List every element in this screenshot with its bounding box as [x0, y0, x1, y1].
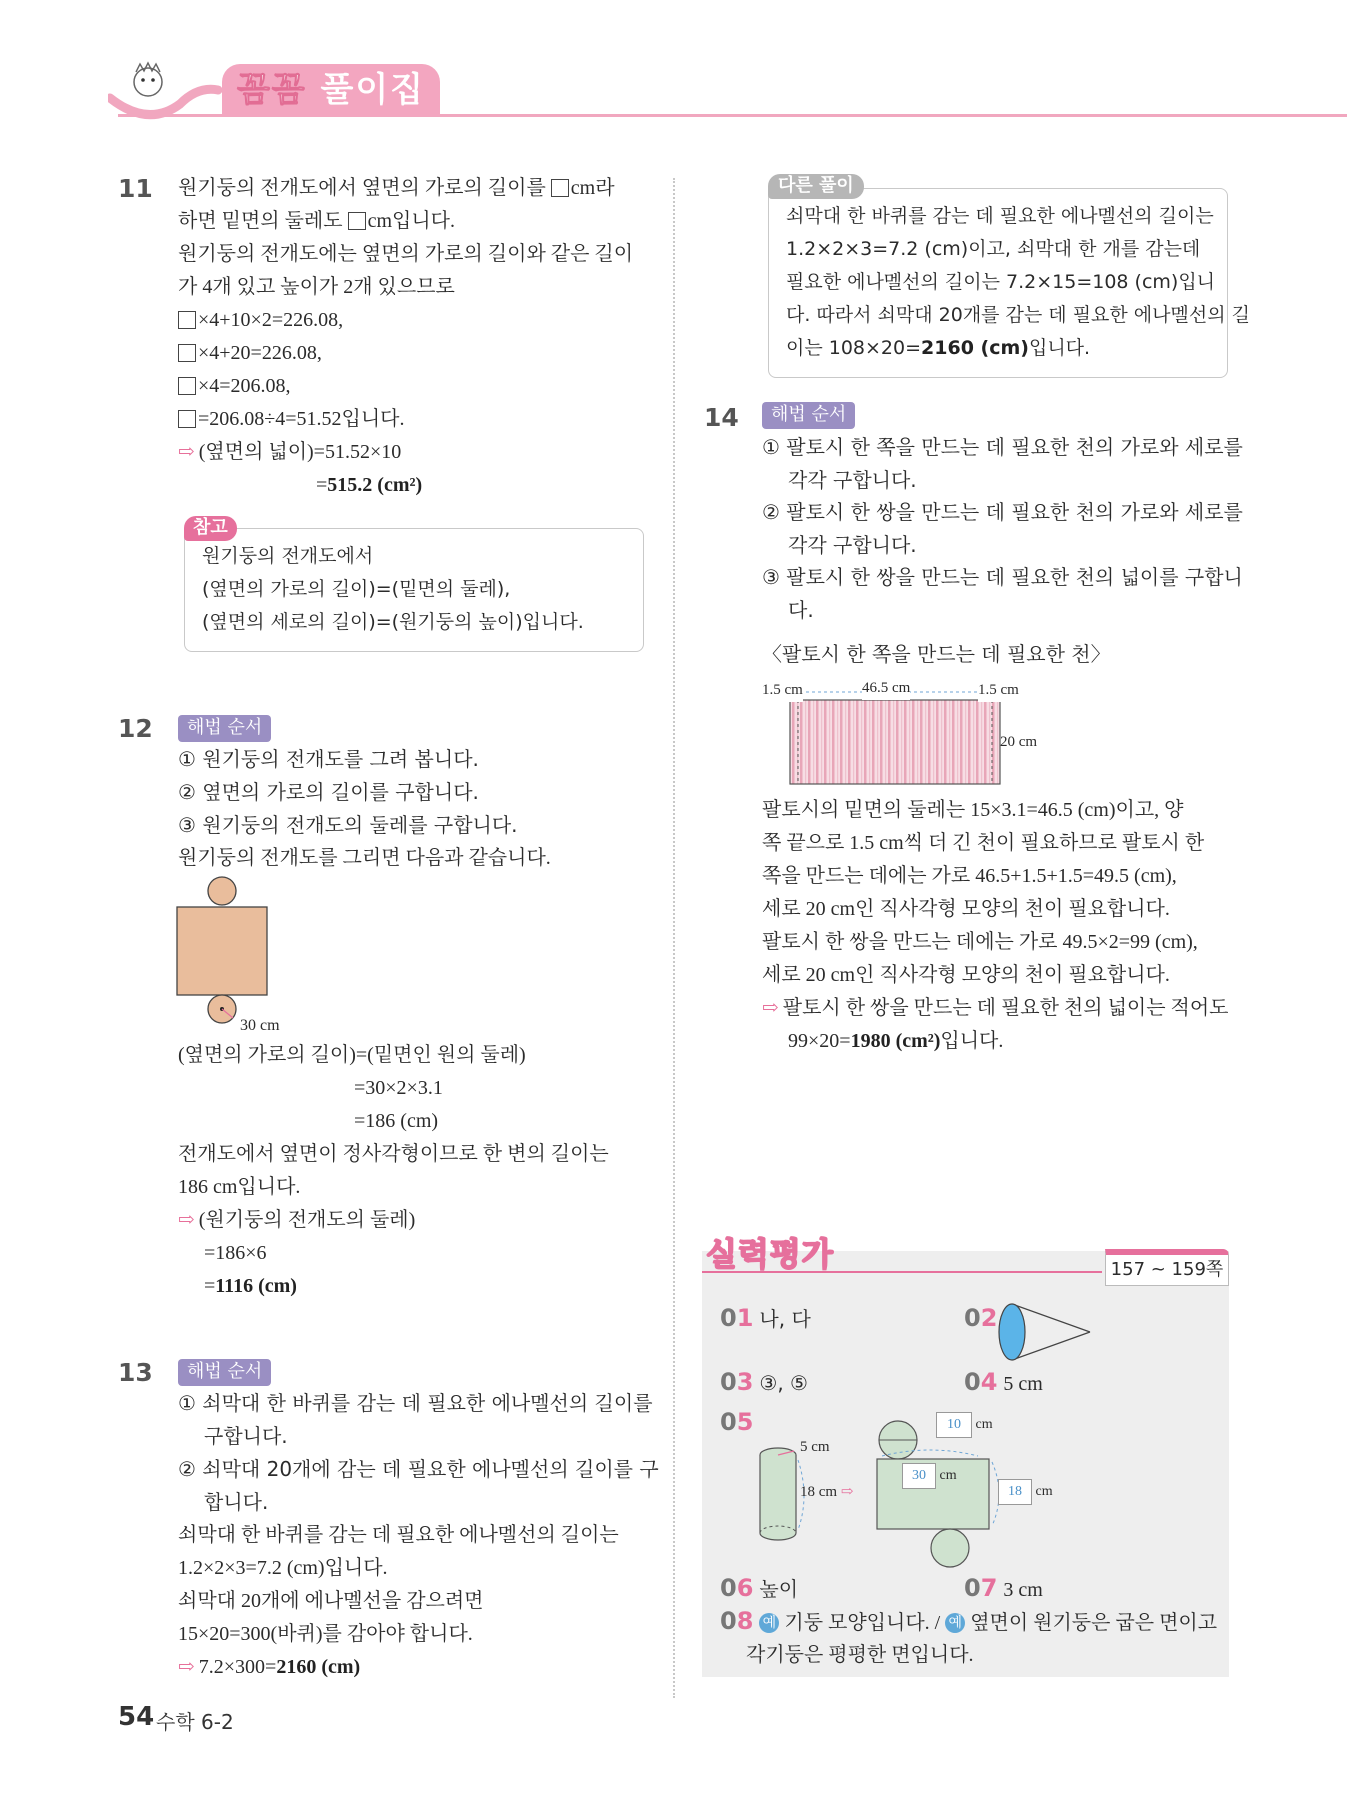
page-number: 54: [118, 1702, 155, 1732]
answer-05-box-1: 10 cm: [936, 1412, 993, 1438]
alt-line-5: 이는 108×20=2160 (cm)입니다.: [786, 337, 1091, 359]
blank-box: [178, 377, 196, 395]
answer-08-line-2: 각기둥은 평평한 면입니다.: [746, 1644, 974, 1666]
q14-step-1b: 각각 구합니다.: [788, 468, 917, 492]
q13-step-2b: 합니다.: [204, 1490, 269, 1514]
fabric-width-label: 46.5 cm: [862, 676, 910, 700]
q11-note-tag: 참고: [184, 516, 237, 541]
q12-step-1: ① 원기둥의 전개도를 그려 봅니다.: [178, 747, 479, 771]
q13-step-2: ② 쇠막대 20개에 감는 데 필요한 에나멜선의 길이를 구: [178, 1457, 659, 1481]
q13-calc-1: 쇠막대 한 바퀴를 감는 데 필요한 에나멜선의 길이는: [178, 1524, 619, 1546]
q12-calc-7: =186×6: [204, 1242, 267, 1264]
q13-step-1b: 구합니다.: [204, 1424, 288, 1448]
q12-step-2: ② 옆면의 가로의 길이를 구합니다.: [178, 780, 479, 804]
assessment-title: 실력평가: [706, 1235, 834, 1273]
arrow-right-icon: ⇨: [178, 441, 195, 463]
q14-step-3: ③ 팔토시 한 쌍을 만드는 데 필요한 천의 넓이를 구합니: [762, 565, 1243, 589]
answer-05-radius: 5 cm: [800, 1439, 830, 1455]
q14-calc-4: 세로 20 cm인 직사각형 모양의 천이 필요합니다.: [762, 898, 1170, 920]
q11-answer: =515.2 (cm²): [316, 474, 423, 496]
question-number-13: 13: [118, 1358, 153, 1387]
q12-calc-4: 전개도에서 옆면이 정사각형이므로 한 변의 길이는: [178, 1143, 609, 1165]
answer-06: 06 높이: [720, 1574, 799, 1602]
answer-07: 07 3 cm: [964, 1574, 1043, 1602]
q14-method-badge: 해법 순서: [762, 402, 855, 429]
column-divider: [673, 178, 675, 1698]
answer-03: 03 ③, ⑤: [720, 1368, 808, 1396]
header-mascot-icon: [108, 60, 228, 122]
q11-eq-3: ×4=206.08,: [178, 374, 291, 398]
q14-step-3b: 다.: [788, 598, 814, 622]
alt-line-3: 필요한 에나멜선의 길이는 7.2×15=108 (cm)입니: [786, 271, 1216, 293]
fabric-right-label: 1.5 cm: [978, 678, 1019, 702]
q14-step-1: ① 팔토시 한 쪽을 만드는 데 필요한 천의 가로와 세로를: [762, 435, 1243, 459]
answer-02: 02: [964, 1304, 998, 1332]
q12-step-3: ③ 원기둥의 전개도의 둘레를 구합니다.: [178, 813, 518, 837]
q11-eq-2: ×4+20=226.08,: [178, 341, 322, 365]
q14-calc-6: 세로 20 cm인 직사각형 모양의 천이 필요합니다.: [762, 964, 1170, 986]
footer-subject: 수학 6-2: [156, 1710, 234, 1734]
q11-note-line-3: (옆면의 세로의 길이)=(원기둥의 높이)입니다.: [202, 611, 584, 633]
q11-answer-line: ⇨ (옆면의 넓이)=51.52×10: [178, 441, 402, 463]
arrow-right-icon: ⇨: [762, 997, 779, 1019]
q14-calc-3: 쪽을 만드는 데에는 가로 46.5+1.5+1.5=49.5 (cm),: [762, 865, 1177, 887]
q11-note-line-2: (옆면의 가로의 길이)=(밑면의 둘레),: [202, 578, 511, 600]
q12-calc-3: =186 (cm): [354, 1110, 439, 1132]
example-badge: 예: [945, 1613, 965, 1633]
question-number-12: 12: [118, 714, 153, 743]
q13-step-1: ① 쇠막대 한 바퀴를 감는 데 필요한 에나멜선의 길이를: [178, 1391, 653, 1415]
q14-calc-1: 팔토시의 밑면의 둘레는 15×3.1=46.5 (cm)이고, 양: [762, 799, 1184, 821]
fabric-height-label: 20 cm: [1000, 734, 1038, 750]
arrow-right-icon: ⇨: [178, 1209, 195, 1231]
q14-step-2: ② 팔토시 한 쌍을 만드는 데 필요한 천의 가로와 세로를: [762, 500, 1243, 524]
q12-calc-1: (옆면의 가로의 길이)=(밑면인 원의 둘레): [178, 1044, 526, 1066]
q12-radius-label: 30 cm: [240, 1017, 280, 1034]
q12-intro: 원기둥의 전개도를 그리면 다음과 같습니다.: [178, 847, 551, 869]
alt-solution-tag: 다른 풀이: [768, 174, 864, 199]
blank-box: [178, 311, 196, 329]
q13-calc-2: 1.2×2×3=7.2 (cm)입니다.: [178, 1557, 388, 1579]
q11-line-1: 원기둥의 전개도에서 옆면의 가로의 길이를 cm라: [178, 177, 615, 199]
answer-05-box-2: 30 cm: [902, 1463, 957, 1489]
q12-answer: =1116 (cm): [204, 1275, 297, 1297]
arrow-right-icon: ⇨: [178, 1656, 195, 1678]
q11-line-4: 가 4개 있고 높이가 2개 있으므로: [178, 276, 455, 298]
alt-line-4: 다. 따라서 쇠막대 20개를 감는 데 필요한 에나멜선의 길: [786, 304, 1250, 326]
q13-method-badge: 해법 순서: [178, 1359, 271, 1386]
q14-answer: 99×20=1980 (cm²)입니다.: [788, 1030, 1004, 1052]
example-badge: 예: [759, 1613, 779, 1633]
answer-08: 08 예 기둥 모양입니다. / 예 옆면이 원기둥은 굽은 면이고: [720, 1607, 1218, 1635]
q14-calc-7: ⇨ 팔토시 한 쌍을 만드는 데 필요한 천의 넓이는 적어도: [762, 997, 1229, 1019]
blank-box: [348, 212, 366, 230]
q13-answer: ⇨ 7.2×300=2160 (cm): [178, 1656, 361, 1678]
q11-eq-1: ×4+10×2=226.08,: [178, 308, 343, 332]
blank-box: [178, 410, 196, 428]
q11-note-line-1: 원기둥의 전개도에서: [202, 545, 374, 567]
q13-calc-4: 15×20=300(바퀴)를 감아야 합니다.: [178, 1623, 473, 1645]
q12-calc-2: =30×2×3.1: [354, 1077, 443, 1099]
page-title: 꼼꼼 풀이집: [222, 64, 440, 116]
q12-calc-6: ⇨ (원기둥의 전개도의 둘레): [178, 1209, 416, 1231]
alt-line-1: 쇠막대 한 바퀴를 감는 데 필요한 에나멜선의 길이는: [786, 205, 1214, 227]
q12-method-badge: 해법 순서: [178, 715, 271, 742]
q14-figure-title: 〈팔토시 한 쪽을 만드는 데 필요한 천〉: [762, 642, 1111, 666]
question-number-14: 14: [704, 403, 739, 432]
blank-box: [178, 344, 196, 362]
question-number-11: 11: [118, 174, 153, 203]
arrow-right-icon: ⇨: [840, 1484, 854, 1500]
answer-05: 05: [720, 1408, 754, 1436]
assessment-pages: 157 ~ 159쪽: [1105, 1249, 1229, 1286]
q12-calc-5: 186 cm입니다.: [178, 1176, 301, 1198]
answer-01: 01 나, 다: [720, 1304, 811, 1332]
q11-eq-4: =206.08÷4=51.52입니다.: [178, 407, 405, 431]
q14-step-2b: 각각 구합니다.: [788, 533, 917, 557]
q11-line-3: 원기둥의 전개도에는 옆면의 가로의 길이와 같은 길이: [178, 243, 634, 265]
q12-cylinder-net-figure: [170, 872, 290, 1032]
q14-calc-5: 팔토시 한 쌍을 만드는 데에는 가로 49.5×2=99 (cm),: [762, 931, 1198, 953]
fabric-left-label: 1.5 cm: [762, 678, 803, 702]
blank-box: [551, 179, 569, 197]
q14-calc-2: 쪽 끝으로 1.5 cm씩 더 긴 천이 필요하므로 팔토시 한: [762, 832, 1205, 854]
q13-calc-3: 쇠막대 20개에 에나멜선을 감으려면: [178, 1590, 484, 1612]
answer-02-cone-figure: [996, 1300, 1096, 1364]
alt-line-2: 1.2×2×3=7.2 (cm)이고, 쇠막대 한 개를 감는데: [786, 238, 1201, 260]
answer-05-height: 18 cm ⇨: [800, 1484, 854, 1500]
q11-line-2: 하면 밑면의 둘레도 cm입니다.: [178, 210, 455, 232]
answer-04: 04 5 cm: [964, 1368, 1043, 1396]
answer-05-box-3: 18 cm: [998, 1479, 1053, 1505]
